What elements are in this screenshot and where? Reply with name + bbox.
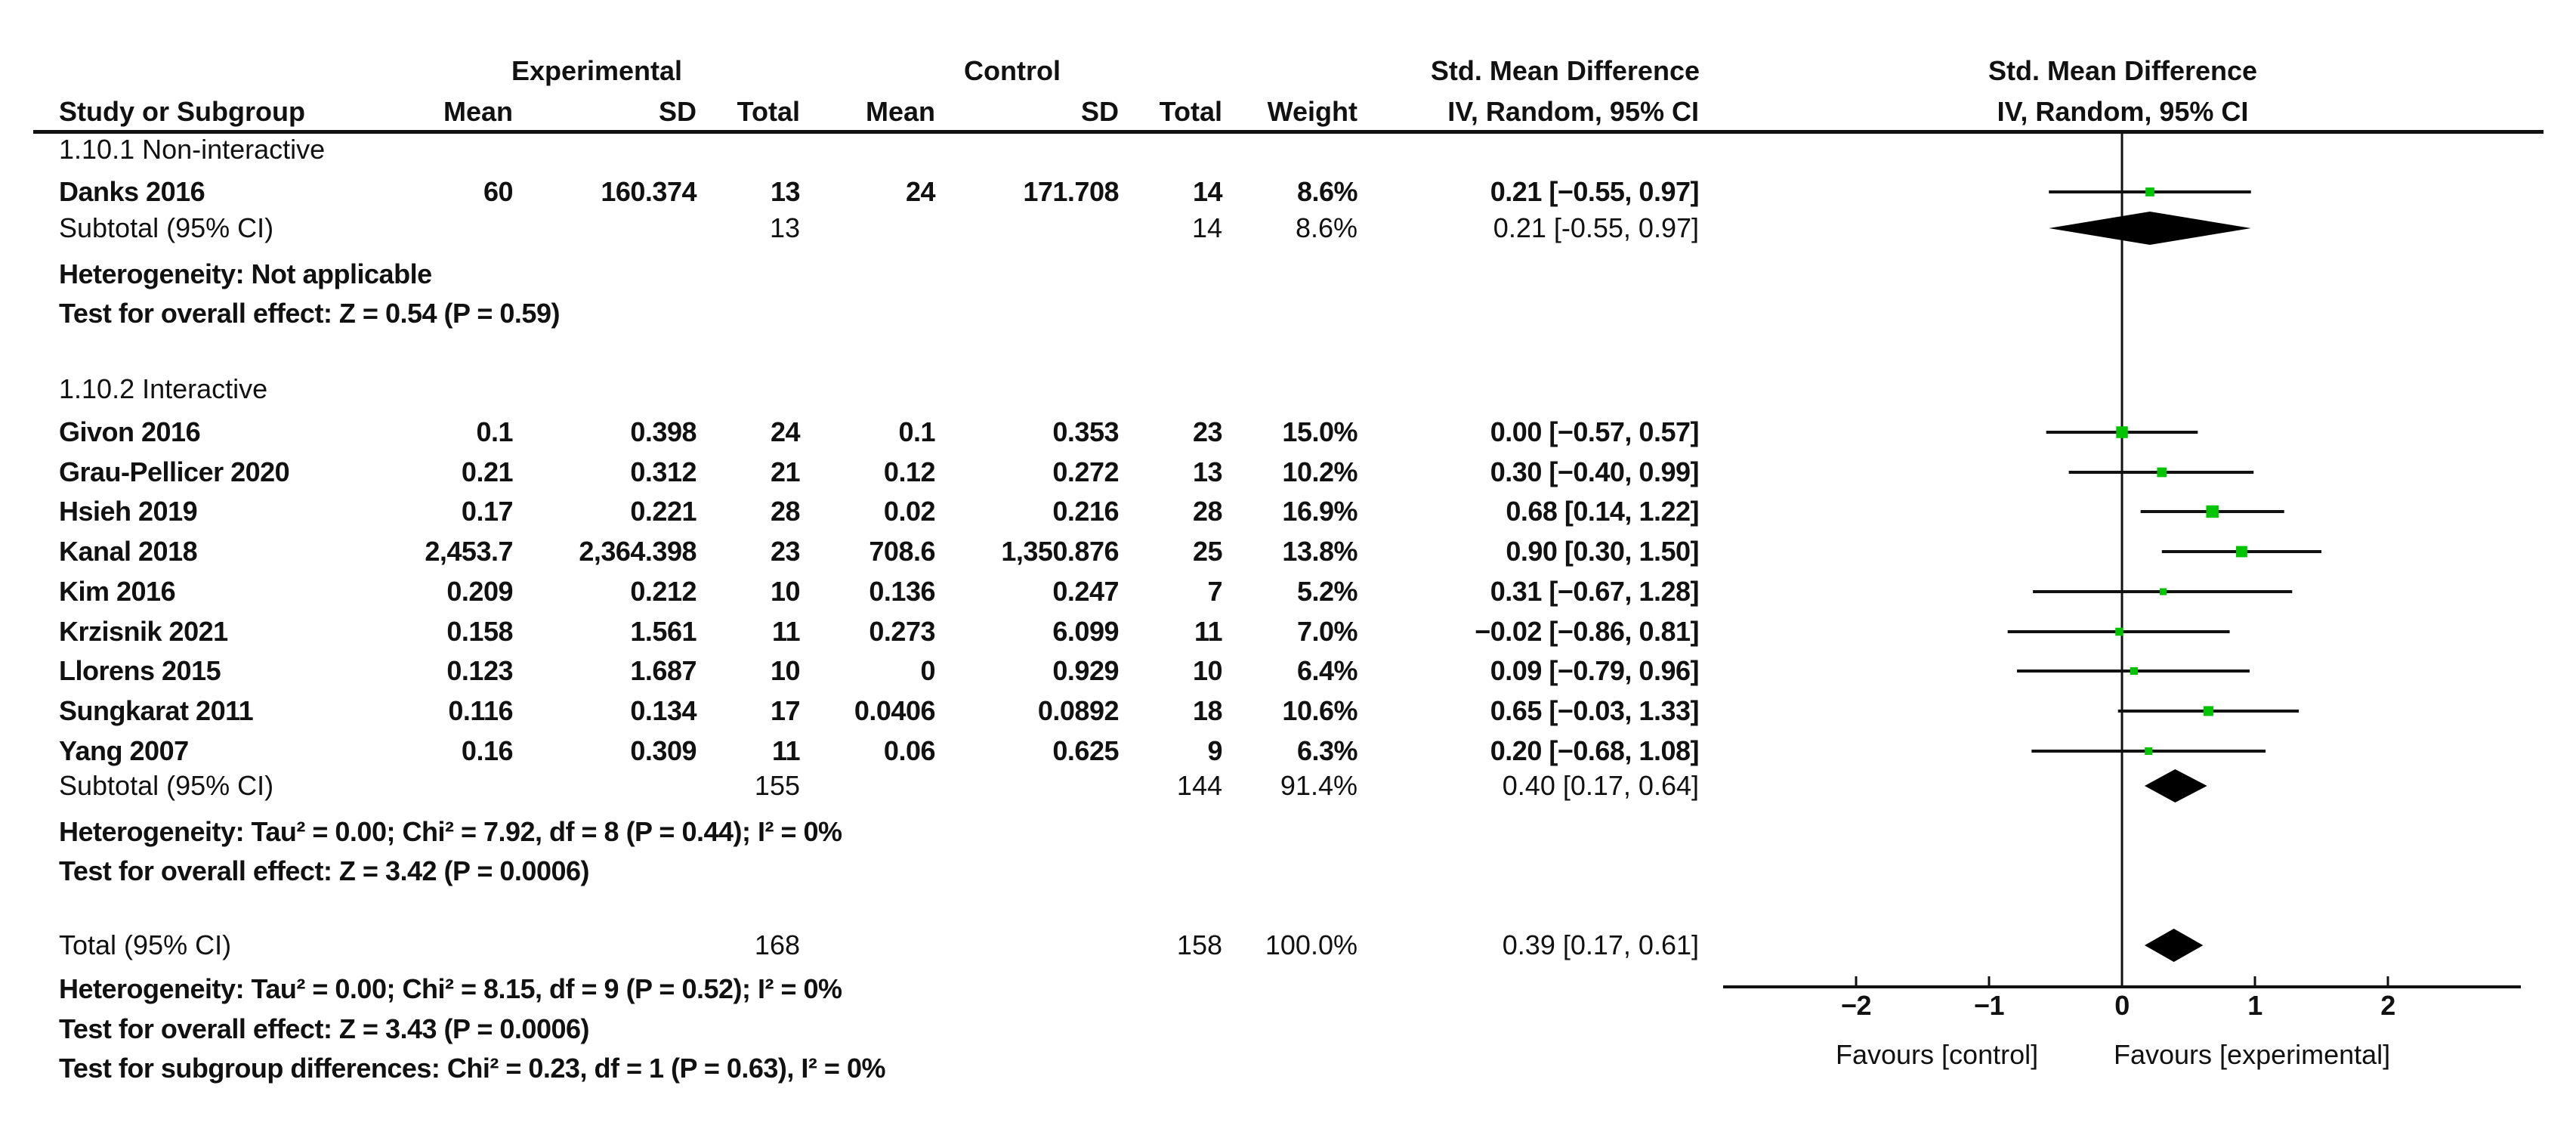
favours-control-label: Favours [control] <box>1836 1039 2039 1070</box>
weight-cell: 15.0% <box>1282 416 1357 447</box>
smd-ci-cell: 0.40 [0.17, 0.64] <box>1502 770 1699 801</box>
ctl-total-cell: 28 <box>1192 496 1222 527</box>
smd-ci-cell: 0.30 [−0.40, 0.99] <box>1490 456 1699 487</box>
exp-mean-cell: 0.1 <box>476 416 513 447</box>
exp-total-cell: 21 <box>770 456 800 487</box>
overall-effect-stat: Test for overall effect: Z = 3.42 (P = 0.0006) <box>59 855 589 886</box>
x-tick-label: 2 <box>2380 990 2395 1021</box>
smd-column-title: Std. Mean Difference <box>1430 55 1700 86</box>
study-column-header: Study or Subgroup <box>59 96 305 127</box>
ctl-total-cell: 23 <box>1192 416 1222 447</box>
exp-mean-cell: 0.116 <box>448 695 513 726</box>
favours-experimental-label: Favours [experimental] <box>2114 1039 2391 1070</box>
weight-cell: 8.6% <box>1296 176 1357 207</box>
study-name: Givon 2016 <box>59 416 201 447</box>
exp-sd-cell: 0.221 <box>630 496 697 527</box>
effect-marker <box>2236 546 2247 558</box>
ctl-sd-cell: 0.247 <box>1052 576 1119 607</box>
plot-method-header: IV, Random, 95% CI <box>1997 96 2249 127</box>
x-tick-label: 0 <box>2114 990 2130 1021</box>
ctl-mean-cell: 0.12 <box>883 456 935 487</box>
x-tick-label: 1 <box>2247 990 2262 1021</box>
exp-sd-cell: 0.398 <box>630 416 697 447</box>
weight-cell: 13.8% <box>1282 536 1357 567</box>
effect-marker <box>2204 706 2213 716</box>
weight-cell: 6.4% <box>1296 655 1357 686</box>
exp-sd-cell: 1.687 <box>630 655 697 686</box>
exp-mean-cell: 0.17 <box>461 496 513 527</box>
pooled-diamond <box>2145 929 2203 962</box>
exp-mean-cell: 0.209 <box>446 576 513 607</box>
ctl-mean-cell: 708.6 <box>869 536 935 567</box>
effect-marker <box>2145 187 2154 196</box>
study-name: Danks 2016 <box>59 176 205 207</box>
ctl-mean-cell: 0 <box>920 655 935 686</box>
exp-total-cell: 10 <box>770 655 800 686</box>
smd-ci-cell: 0.20 [−0.68, 1.08] <box>1490 735 1699 766</box>
exp-sd-cell: 0.134 <box>630 695 697 726</box>
exp-mean-cell: 2,453.7 <box>425 536 513 567</box>
exp-mean-cell: 0.158 <box>446 616 513 647</box>
effect-marker <box>2116 426 2127 438</box>
ctl-total-cell: 14 <box>1192 176 1222 207</box>
ctl-sd-cell: 0.625 <box>1052 735 1119 766</box>
ctl-mean-cell: 0.136 <box>869 576 935 607</box>
ctl-total-cell: 13 <box>1192 456 1222 487</box>
ctl-mean-cell: 0.02 <box>883 496 935 527</box>
weight-cell: 10.6% <box>1282 695 1357 726</box>
study-name: Hsieh 2019 <box>59 496 198 527</box>
effect-marker <box>2130 667 2138 675</box>
ctl-sd-cell: 171.708 <box>1023 176 1119 207</box>
ctl-total-cell: 11 <box>1194 616 1222 647</box>
ctl-sd-cell: 1,350.876 <box>1001 536 1119 567</box>
heterogeneity-stat: Heterogeneity: Not applicable <box>59 258 432 289</box>
smd-ci-cell: 0.90 [0.30, 1.50] <box>1506 536 1699 567</box>
experimental-group-header: Experimental <box>511 55 683 86</box>
weight-cell: 10.2% <box>1282 456 1357 487</box>
exp-total-cell: 17 <box>770 695 800 726</box>
exp-sd-cell: 160.374 <box>601 176 697 207</box>
total-heterogeneity-stat: Heterogeneity: Tau² = 0.00; Chi² = 8.15, df = 9 (P = 0.52); I² = 0% <box>59 973 842 1004</box>
ctl-total-cell: 10 <box>1192 655 1222 686</box>
exp-total-cell: 13 <box>769 212 800 243</box>
weight-cell: 8.6% <box>1295 212 1357 243</box>
pooled-diamond <box>2049 212 2251 245</box>
effect-marker <box>2145 747 2152 755</box>
header-rule <box>33 130 2544 134</box>
ctl-total-header: Total <box>1159 96 1222 127</box>
study-name: Yang 2007 <box>59 735 189 766</box>
exp-total-cell: 10 <box>770 576 800 607</box>
effect-marker <box>2206 506 2218 518</box>
ctl-mean-cell: 0.273 <box>869 616 935 647</box>
ctl-mean-cell: 0.0406 <box>854 695 935 726</box>
weight-cell: 5.2% <box>1296 576 1357 607</box>
plot-title: Std. Mean Difference <box>1988 55 2258 86</box>
ctl-total-cell: 158 <box>1176 929 1222 960</box>
smd-ci-cell: 0.39 [0.17, 0.61] <box>1502 929 1699 960</box>
smd-ci-cell: 0.09 [−0.79, 0.96] <box>1490 655 1699 686</box>
control-group-header: Control <box>964 55 1061 86</box>
exp-mean-header: Mean <box>443 96 513 127</box>
exp-mean-cell: 0.16 <box>461 735 513 766</box>
study-name: Grau-Pellicer 2020 <box>59 456 290 487</box>
subgroup-differences-stat: Test for subgroup differences: Chi² = 0.23, df = 1 (P = 0.63), I² = 0% <box>59 1053 885 1084</box>
ctl-sd-cell: 0.216 <box>1052 496 1119 527</box>
overall-effect-stat: Test for overall effect: Z = 0.54 (P = 0.59) <box>59 298 560 329</box>
ctl-total-cell: 14 <box>1191 212 1222 243</box>
ctl-sd-cell: 0.0892 <box>1037 695 1119 726</box>
exp-total-cell: 23 <box>770 536 800 567</box>
exp-total-cell: 11 <box>771 735 800 766</box>
subtotal-label: Subtotal (95% CI) <box>59 212 274 243</box>
effect-marker <box>2115 628 2124 636</box>
exp-sd-cell: 1.561 <box>630 616 697 647</box>
ctl-sd-cell: 0.929 <box>1052 655 1119 686</box>
subgroup-heading: 1.10.1 Non-interactive <box>59 134 326 165</box>
subgroup-heading: 1.10.2 Interactive <box>59 373 268 404</box>
x-tick-label: −2 <box>1840 990 1872 1021</box>
ctl-mean-cell: 24 <box>905 176 935 207</box>
effect-marker <box>2160 588 2167 595</box>
ctl-total-cell: 18 <box>1192 695 1222 726</box>
weight-cell: 16.9% <box>1282 496 1357 527</box>
smd-method-header: IV, Random, 95% CI <box>1447 96 1699 127</box>
ctl-total-cell: 7 <box>1207 576 1222 607</box>
exp-total-cell: 155 <box>754 770 800 801</box>
smd-ci-cell: 0.21 [-0.55, 0.97] <box>1493 212 1699 243</box>
total-overall-effect-stat: Test for overall effect: Z = 3.43 (P = 0.0006) <box>59 1013 589 1044</box>
ctl-sd-cell: 0.272 <box>1052 456 1119 487</box>
exp-total-cell: 13 <box>770 176 800 207</box>
exp-total-cell: 28 <box>770 496 800 527</box>
exp-total-cell: 168 <box>754 929 800 960</box>
exp-sd-header: SD <box>658 96 697 127</box>
exp-mean-cell: 0.123 <box>446 655 513 686</box>
exp-mean-cell: 0.21 <box>461 456 513 487</box>
ctl-total-cell: 9 <box>1207 735 1222 766</box>
study-name: Llorens 2015 <box>59 655 221 686</box>
smd-ci-cell: 0.00 [−0.57, 0.57] <box>1490 416 1699 447</box>
smd-ci-cell: 0.31 [−0.67, 1.28] <box>1490 576 1699 607</box>
ctl-sd-header: SD <box>1080 96 1119 127</box>
exp-total-cell: 24 <box>770 416 800 447</box>
ctl-total-cell: 25 <box>1192 536 1222 567</box>
subtotal-label: Total (95% CI) <box>59 929 232 960</box>
exp-total-header: Total <box>737 96 800 127</box>
study-name: Kanal 2018 <box>59 536 198 567</box>
study-name: Krzisnik 2021 <box>59 616 228 647</box>
exp-sd-cell: 2,364.398 <box>579 536 697 567</box>
ctl-total-cell: 144 <box>1176 770 1222 801</box>
ctl-sd-cell: 0.353 <box>1052 416 1119 447</box>
subtotal-label: Subtotal (95% CI) <box>59 770 274 801</box>
study-name: Sungkarat 2011 <box>59 695 254 726</box>
exp-mean-cell: 60 <box>483 176 513 207</box>
x-tick-label: −1 <box>1973 990 2005 1021</box>
exp-sd-cell: 0.212 <box>630 576 697 607</box>
smd-ci-cell: −0.02 [−0.86, 0.81] <box>1475 616 1699 647</box>
smd-ci-cell: 0.21 [−0.55, 0.97] <box>1490 176 1699 207</box>
exp-total-cell: 11 <box>771 616 800 647</box>
exp-sd-cell: 0.309 <box>630 735 697 766</box>
smd-ci-cell: 0.68 [0.14, 1.22] <box>1506 496 1699 527</box>
ctl-mean-cell: 0.06 <box>883 735 935 766</box>
pooled-diamond <box>2145 769 2207 802</box>
heterogeneity-stat: Heterogeneity: Tau² = 0.00; Chi² = 7.92, df = 8 (P = 0.44); I² = 0% <box>59 816 842 847</box>
weight-cell: 100.0% <box>1265 929 1357 960</box>
exp-sd-cell: 0.312 <box>630 456 697 487</box>
weight-cell: 6.3% <box>1296 735 1357 766</box>
effect-marker <box>2157 468 2167 478</box>
smd-ci-cell: 0.65 [−0.03, 1.33] <box>1490 695 1699 726</box>
ctl-sd-cell: 6.099 <box>1052 616 1119 647</box>
weight-header: Weight <box>1267 96 1357 127</box>
weight-cell: 91.4% <box>1280 770 1357 801</box>
ctl-mean-cell: 0.1 <box>898 416 935 447</box>
study-name: Kim 2016 <box>59 576 176 607</box>
ctl-mean-header: Mean <box>865 96 935 127</box>
weight-cell: 7.0% <box>1296 616 1357 647</box>
